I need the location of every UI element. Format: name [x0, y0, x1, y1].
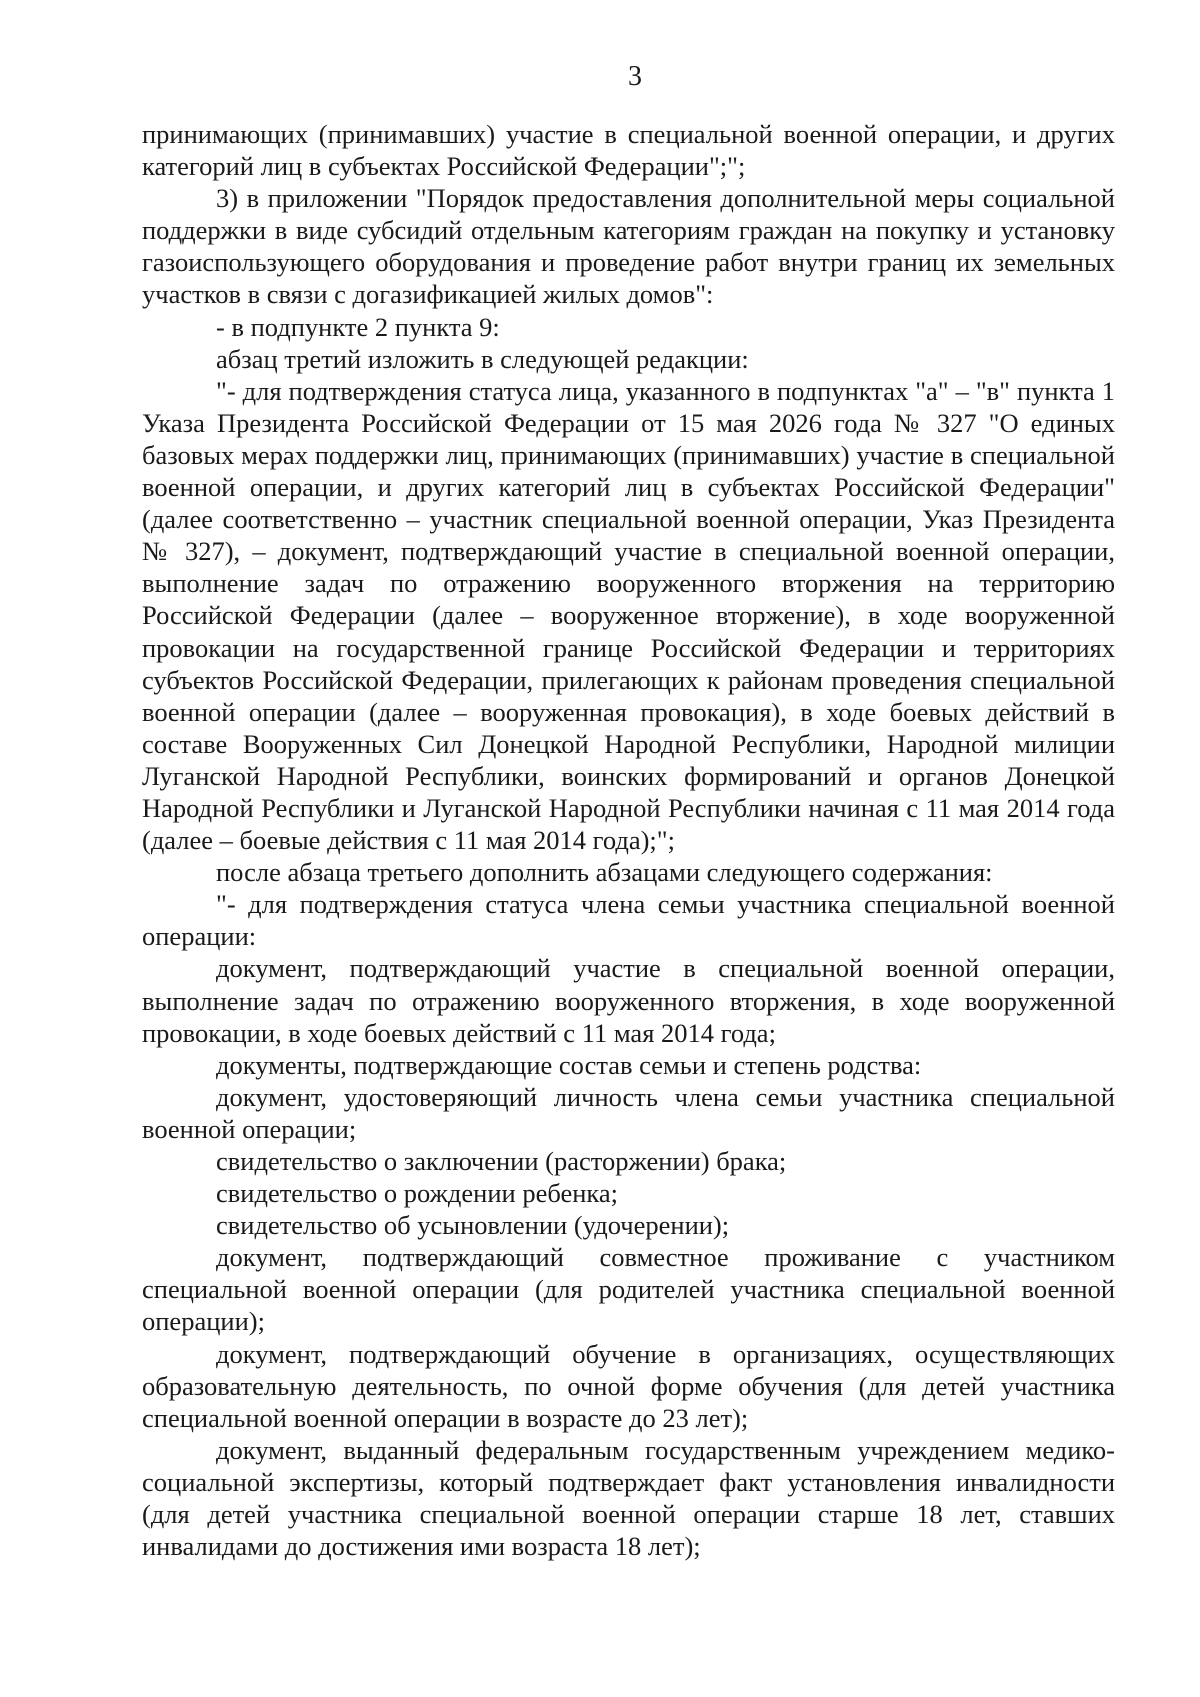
paragraph: документ, подтверждающий обучение в организациях, осуществляющих образовательную деятельность, по очной форме обучения (для детей участника специальной военной операции в возрасте до 23 лет);: [142, 1338, 1115, 1433]
paragraph: - в подпункте 2 пункта 9:: [216, 311, 500, 342]
document-body: [142, 118, 1115, 1562]
paragraph: документ, выданный федеральным государственным учреждением медико-социальной экспертизы, который подтверждает факт установления инвалидности (для детей участника специальной военной операции старше 18 лет, ставших инвалидами до достижения ими возраста 18 лет);: [142, 1434, 1115, 1562]
paragraph: абзац третий изложить в следующей редакции:: [216, 343, 749, 374]
paragraph: документ, подтверждающий совместное проживание с участником специальной военной операции (для родителей участника специальной военной операции);: [142, 1242, 1115, 1337]
paragraph: после абзаца третьего дополнить абзацами следующего содержания:: [216, 857, 993, 888]
page-number: 3: [628, 61, 642, 92]
paragraph: документы, подтверждающие состав семьи и степень родства:: [216, 1049, 922, 1080]
paragraph: свидетельство о рождении ребенка;: [216, 1178, 619, 1209]
paragraph: документ, подтверждающий участие в специальной военной операции, выполнение задач по отражению вооруженного вторжения, в ходе вооруженной провокации, в ходе боевых действий с 11 мая 2014 года;: [142, 953, 1115, 1048]
paragraph: свидетельство о заключении (расторжении) брака;: [216, 1146, 787, 1176]
paragraph: "- для подтверждения статуса лица, указанного в подпунктах "а" – "в" пункта 1 Указа Президента Российской Федерации от 15 мая 2026 года № 327 "О единых базовых мерах поддержки лиц, принимающих (принимавших) участие в специальной военной операции, и других категорий лиц в субъектах Российской Федерации" (далее соответственно – участник специальной военной операции, Указ Президента № 327), – документ, подтверждающий участие в специальной военной операции, выполнение задач по отражению вооруженного вторжения на территорию Российской Федерации (далее – вооруженное вторжение), в ходе вооруженной провокации на государственной границе Российской Федерации и территориях субъектов Российской Федерации, прилегающих к районам проведения специальной военной операции (далее – вооруженная провокация), в ходе боевых действий в составе Вооруженных Сил Донецкой Народной Республики, Народной милиции Луганской Народной Республики, воинских формирований и органов Донецкой Народной Республики и Луганской Народной Республики начиная с 11 мая 2014 года (далее – боевые действия с 11 мая 2014 года);";: [142, 375, 1115, 856]
paragraph: документ, удостоверяющий личность члена семьи участника специальной военной операции;: [142, 1081, 1115, 1144]
paragraph: 3) в приложении "Порядок предоставления дополнительной меры социальной поддержки в виде субсидий отдельным категориям граждан на покупку и установку газоиспользующего оборудования и проведение работ внутри границ их земельных участков в связи с догазификацией жилых домов":: [142, 183, 1115, 310]
paragraph: свидетельство об усыновлении (удочерении);: [216, 1210, 730, 1241]
paragraph: "- для подтверждения статуса члена семьи участника специальной военной операции:: [142, 889, 1115, 952]
paragraph: принимающих (принимавших) участие в специальной военной операции, и других категорий лиц в субъектах Российской Федерации";";: [142, 119, 1115, 182]
